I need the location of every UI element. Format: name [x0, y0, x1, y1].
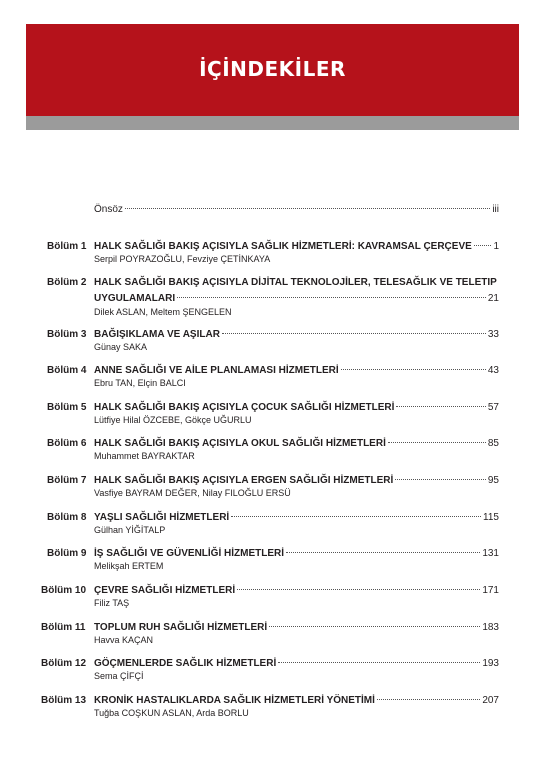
dot-leader	[341, 369, 486, 370]
toc-entry-chapter-13[interactable]	[0, 694, 544, 718]
page-number: 115	[483, 512, 499, 523]
page-number: 33	[487, 329, 499, 340]
entry-title: BAĞIŞIKLAMA VE AŞILAR	[94, 329, 220, 340]
page-title: İÇİNDEKİLER	[199, 57, 346, 81]
dot-leader	[269, 626, 480, 627]
chapter-label: Bölüm 9	[47, 548, 87, 559]
page-number: 193	[482, 658, 499, 669]
chapter-label: Bölüm 4	[47, 365, 87, 376]
entry-authors: Ebru TAN, Elçin BALCI	[94, 378, 186, 388]
dot-leader	[377, 699, 480, 700]
toc-entry-chapter-11[interactable]	[0, 621, 544, 645]
chapter-label: Bölüm 8	[47, 512, 87, 523]
entry-authors: Gülhan YİĞİTALP	[94, 525, 166, 535]
page-number: iii	[492, 204, 499, 215]
toc-entry-chapter-10[interactable]	[0, 584, 544, 608]
chapter-label: Bölüm 3	[47, 329, 87, 340]
dot-leader	[177, 297, 486, 298]
entry-authors: Günay SAKA	[94, 342, 148, 352]
dot-leader	[278, 662, 480, 663]
chapter-label: Bölüm 5	[47, 402, 87, 413]
page-number: 207	[482, 695, 499, 706]
page-number: 85	[487, 438, 499, 449]
entry-title-line1: HALK SAĞLIĞI BAKIŞ AÇISIYLA DİJİTAL TEKNOLOJİLER, TELESAĞLIK VE TELETIP	[94, 277, 497, 288]
entry-title: KRONİK HASTALIKLARDA SAĞLIK HİZMETLERİ YÖNETİMİ	[94, 695, 375, 706]
entry-authors: Lütfiye Hilal ÖZCEBE, Gökçe UĞURLU	[94, 415, 252, 425]
entry-title: HALK SAĞLIĞI BAKIŞ AÇISIYLA SAĞLIK HİZMETLERİ: KAVRAMSAL ÇERÇEVE	[94, 241, 472, 252]
chapter-label: Bölüm 7	[47, 475, 87, 486]
page-number: 43	[487, 365, 499, 376]
toc-entry-chapter-2[interactable]	[0, 276, 544, 317]
page-number: 1	[493, 241, 499, 252]
dot-leader	[388, 442, 486, 443]
entry-title: GÖÇMENLERDE SAĞLIK HİZMETLERİ	[94, 658, 277, 669]
entry-authors: Muhammet BAYRAKTAR	[94, 451, 195, 461]
entry-authors: Dilek ASLAN, Meltem ŞENGELEN	[94, 307, 232, 317]
toc-entry-chapter-1[interactable]	[0, 240, 544, 264]
toc-entry-chapter-9[interactable]	[0, 547, 544, 571]
dot-leader	[125, 208, 490, 209]
chapter-label: Bölüm 1	[47, 241, 87, 252]
dot-leader	[396, 406, 486, 407]
entry-authors: Serpil POYRAZOĞLU, Fevziye ÇETİNKAYA	[94, 254, 271, 264]
entry-title: HALK SAĞLIĞI BAKIŞ AÇISIYLA OKUL SAĞLIĞI HİZMETLERİ	[94, 438, 386, 449]
toc-entry-chapter-4[interactable]	[0, 364, 544, 388]
page-number: 95	[487, 475, 499, 486]
chapter-label: Bölüm 2	[47, 277, 87, 288]
entry-title: Önsöz	[94, 204, 123, 215]
page-number: 21	[487, 293, 499, 304]
entry-title: UYGULAMALARI	[94, 293, 176, 304]
dot-leader	[222, 333, 486, 334]
chapter-label: Bölüm 10	[41, 585, 87, 596]
entry-title: HALK SAĞLIĞI BAKIŞ AÇISIYLA ÇOCUK SAĞLIĞI HİZMETLERİ	[94, 402, 395, 413]
chapter-label: Bölüm 12	[41, 658, 87, 669]
page-number: 57	[487, 402, 499, 413]
entry-authors: Melikşah ERTEM	[94, 561, 164, 571]
entry-title: ANNE SAĞLIĞI VE AİLE PLANLAMASI HİZMETLERİ	[94, 365, 339, 376]
toc-entry-preface[interactable]	[0, 203, 544, 216]
entry-authors: Vasfiye BAYRAM DEĞER, Nilay FILOĞLU ERSÜ	[94, 488, 291, 498]
toc-entry-chapter-3[interactable]	[0, 328, 544, 352]
entry-title: TOPLUM RUH SAĞLIĞI HİZMETLERİ	[94, 622, 268, 633]
entry-title: HALK SAĞLIĞI BAKIŞ AÇISIYLA ERGEN SAĞLIĞI HİZMETLERİ	[94, 475, 394, 486]
entry-authors: Havva KAÇAN	[94, 635, 154, 645]
chapter-label: Bölüm 11	[41, 622, 86, 633]
entry-authors: Filiz TAŞ	[94, 598, 130, 608]
toc-entry-chapter-12[interactable]	[0, 657, 544, 681]
entry-authors: Tuğba COŞKUN ASLAN, Arda BORLU	[94, 708, 249, 718]
toc-entry-chapter-8[interactable]	[0, 511, 544, 535]
page-number: 171	[482, 585, 499, 596]
dot-leader	[237, 589, 480, 590]
entry-authors: Sema ÇİFÇİ	[94, 671, 144, 681]
toc-entry-chapter-6[interactable]	[0, 437, 544, 461]
dot-leader	[395, 479, 486, 480]
dot-leader	[231, 516, 481, 517]
chapter-label: Bölüm 13	[41, 695, 87, 706]
entry-title: YAŞLI SAĞLIĞI HİZMETLERİ	[94, 512, 230, 523]
toc-entry-chapter-7[interactable]	[0, 474, 544, 498]
entry-title: ÇEVRE SAĞLIĞI HİZMETLERİ	[94, 585, 236, 596]
page-number: 131	[482, 548, 499, 559]
dot-leader	[286, 552, 480, 553]
page-number: 183	[482, 622, 499, 633]
dot-leader	[474, 245, 492, 246]
chapter-label: Bölüm 6	[47, 438, 87, 449]
toc-entry-chapter-5[interactable]	[0, 401, 544, 425]
entry-title: İŞ SAĞLIĞI VE GÜVENLİĞİ HİZMETLERİ	[94, 548, 285, 559]
